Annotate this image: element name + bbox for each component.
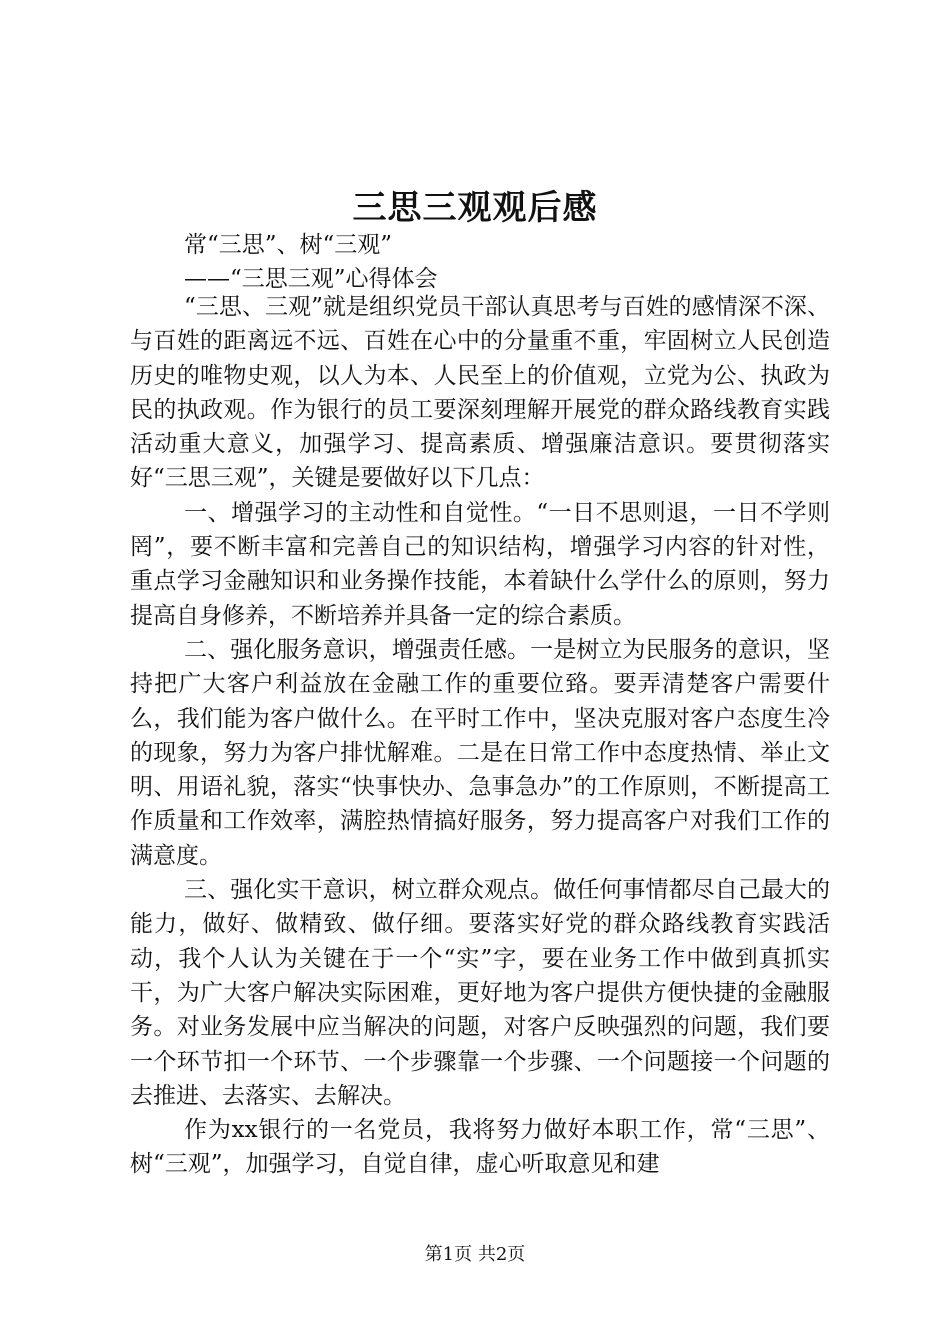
- document-subtitle-main: 常“三思”、树“三观”: [184, 232, 393, 258]
- paragraph-point-one: 一、增强学习的主动性和自觉性。“一日不思则退，一日不学则罔”，要不断丰富和完善自己的知识结构，增强学习内容的针对性，重点学习金融知识和业务操作技能，本着缺什么学什么的原则，努力提高自身修养，不断培养并具备一定的综合素质。: [130, 499, 830, 629]
- page-number-footer: 第1页 共2页: [424, 1244, 526, 1265]
- document-body: [130, 290, 830, 1182]
- paragraph-intro: “三思、三观”就是组织党员干部认真思考与百姓的感情深不深、与百姓的距离远不远、百姓在心中的分量重不重，牢固树立人民创造历史的唯物史观，以人为本、人民至上的价值观，立党为公、执政为民的执政观。作为银行的员工要深刻理解开展党的群众路线教育实践活动重大意义，加强学习、提高素质、增强廉洁意识。要贯彻落实好“三思三观”，关键是要做好以下几点：: [130, 294, 830, 492]
- paragraph-closing: 作为xx银行的一名党员，我将努力做好本职工作，常“三思”、树“三观”，加强学习，自觉自律，虚心听取意见和建: [130, 1117, 830, 1178]
- document-subtitle-sub: ——“三思三观”心得体会: [184, 266, 438, 292]
- document-title: 三思三观观后感: [352, 188, 598, 228]
- paragraph-point-two: 二、强化服务意识，增强责任感。一是树立为民服务的意识，坚持把广大客户利益放在金融工作的重要位臵。要弄清楚客户需要什么，我们能为客户做什么。在平时工作中，坚决克服对客户态度生冷的现象，努力为客户排忧解难。二是在日常工作中态度热情、举止文明、用语礼貌，落实“快事快办、急事急办”的工作原则，不断提高工作质量和工作效率，满腔热情搞好服务，努力提高客户对我们工作的满意度。: [130, 636, 830, 869]
- paragraph-point-three: 三、强化实干意识，树立群众观点。做任何事情都尽自己最大的能力，做好、做精致、做仔细。要落实好党的群众路线教育实践活动，我个人认为关键在于一个“实”字，要在业务工作中做到真抓实干，为广大客户解决实际困难，更好地为客户提供方便快捷的金融服务。对业务发展中应当解决的问题，对客户反映强烈的问题，我们要一个环节扣一个环节、一个步骤靠一个步骤、一个问题接一个问题的去推进、去落实、去解决。: [130, 877, 830, 1109]
